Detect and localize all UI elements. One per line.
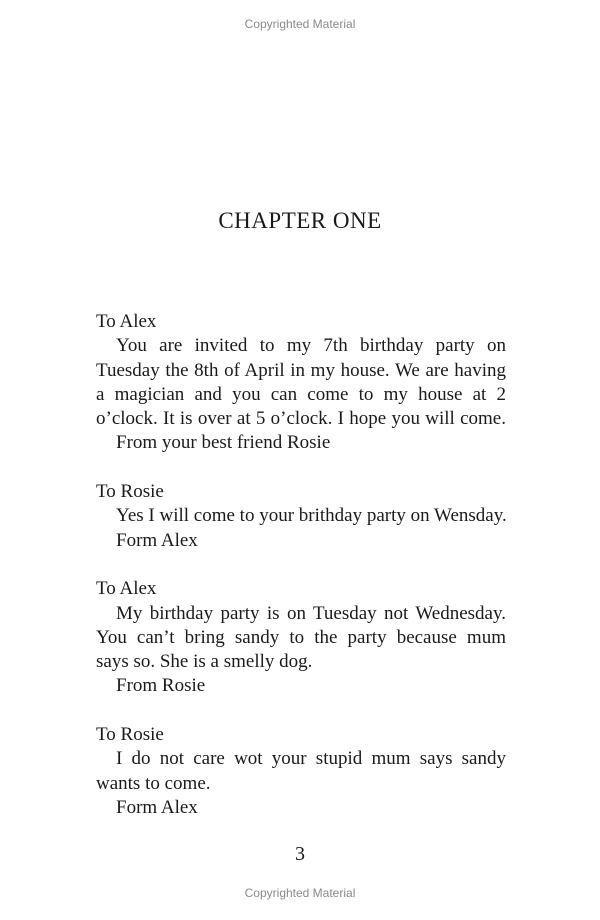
text-line: You can’t bring sandy to the party because mum — [96, 626, 506, 648]
text-line: a magician and you can come to my house at 2 — [96, 383, 506, 405]
text-line: says so. She is a smelly dog. — [96, 651, 313, 673]
text-line: My birthday party is on Tuesday not Wednesday. — [116, 602, 506, 624]
letter — [96, 723, 506, 820]
page-body — [96, 310, 506, 820]
letter-salutation: To Alex — [96, 578, 157, 600]
letter-signature: Form Alex — [116, 796, 198, 818]
chapter-title: CHAPTER ONE — [218, 208, 382, 233]
letter — [96, 480, 506, 553]
letter-salutation: To Rosie — [96, 481, 164, 503]
letter — [96, 310, 506, 456]
letter — [96, 577, 506, 698]
text-line: Tuesday the 8th of April in my house. We are having — [96, 359, 506, 381]
text-line: Yes I will come to your brithday party on Wensday. — [116, 505, 507, 527]
letter-signature: From Rosie — [116, 675, 206, 697]
letter-salutation: To Rosie — [96, 724, 164, 746]
text-line: I do not care wot your stupid mum says sandy — [116, 748, 506, 770]
text-line: You are invited to my 7th birthday party on — [116, 335, 506, 357]
text-line: wants to come. — [96, 772, 211, 794]
copyright-watermark-top: Copyrighted Material — [244, 17, 356, 31]
letter-signature: From your best friend Rosie — [116, 432, 331, 454]
text-line: o’clock. It is over at 5 o’clock. I hope you will come. — [96, 408, 506, 430]
copyright-watermark-bottom: Copyrighted Material — [244, 886, 356, 900]
letter-signature: Form Alex — [116, 529, 198, 551]
letter-salutation: To Alex — [96, 311, 157, 332]
page-number: 3 — [295, 843, 305, 865]
